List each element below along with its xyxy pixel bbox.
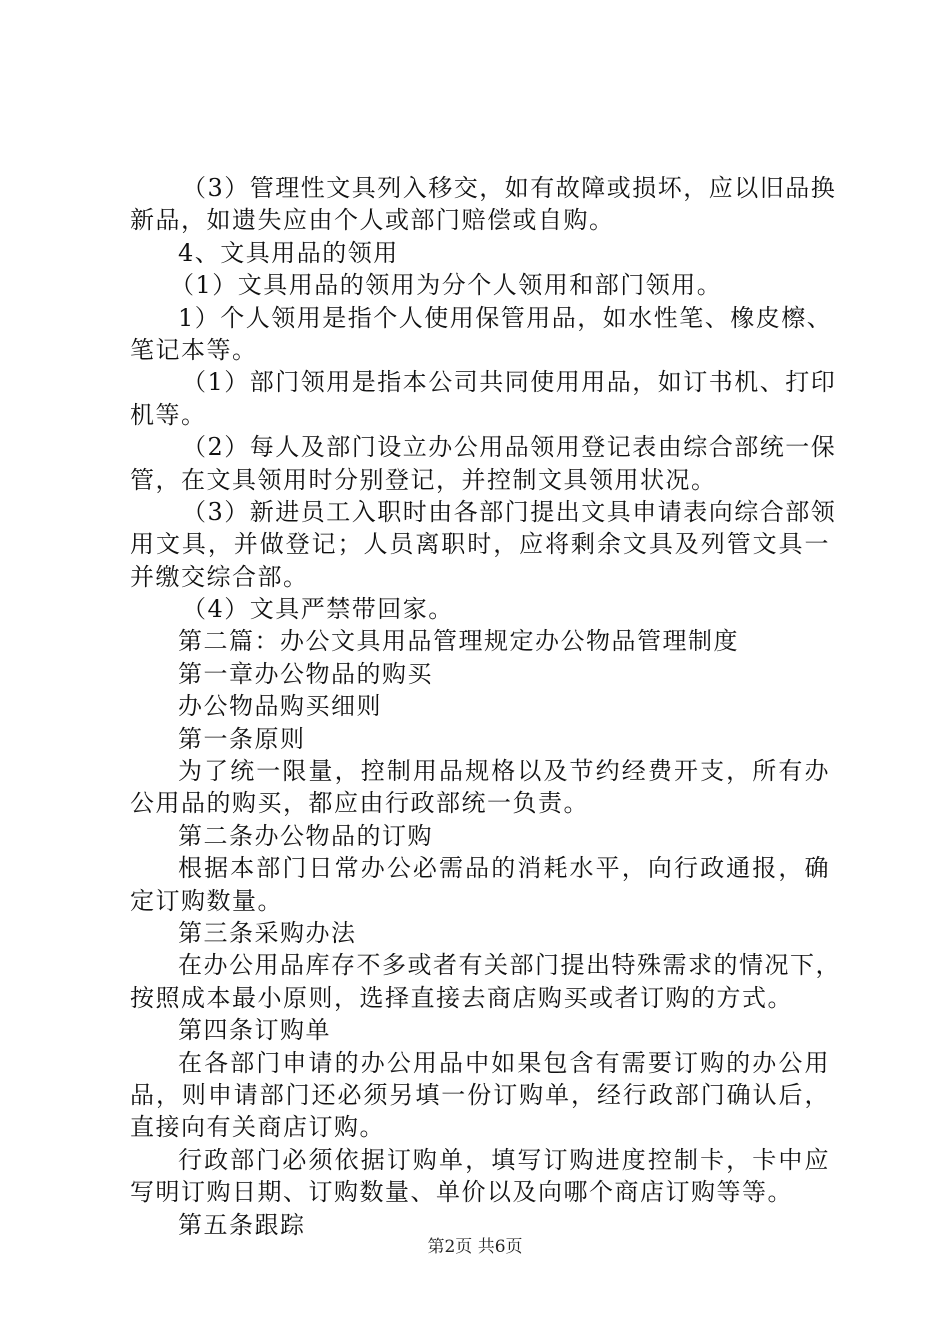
text-line: （4）文具严禁带回家。: [182, 595, 454, 624]
text-line: 第一条原则: [178, 724, 306, 753]
text-line: （1）部门领用是指本公司共同使用用品，如订书机、打印: [182, 368, 837, 397]
text-line: 品，则申请部门还必须另填一份订购单，经行政部门确认后，: [130, 1080, 830, 1109]
text-line: 写明订购日期、订购数量、单价以及向哪个商店订购等等。: [130, 1178, 793, 1207]
text-line: 在办公用品库存不多或者有关部门提出特殊需求的情况下，: [178, 951, 841, 980]
text-line: 第二篇：办公文具用品管理规定办公物品管理制度: [178, 627, 739, 656]
text-line: （2）每人及部门设立办公用品领用登记表由综合部统一保: [182, 433, 837, 462]
page-footer: 第2页 共6页: [427, 1237, 523, 1257]
text-line: 管，在文具领用时分别登记，并控制文具领用状况。: [130, 465, 717, 494]
text-line: 为了统一限量，控制用品规格以及节约经费开支，所有办: [178, 757, 830, 786]
text-line: （1）文具用品的领用为分个人领用和部门领用。: [170, 271, 723, 300]
text-line: 笔记本等。: [130, 335, 258, 364]
text-line: 4、文具用品的领用: [178, 238, 399, 267]
text-line: 定订购数量。: [130, 886, 283, 915]
text-line: 第一章办公物品的购买: [178, 659, 433, 688]
text-line: （3）新进员工入职时由各部门提出文具申请表向综合部领: [182, 497, 837, 526]
text-line: 机等。: [130, 400, 207, 429]
text-line: 按照成本最小原则，选择直接去商店购买或者订购的方式。: [130, 983, 793, 1012]
text-line: 公用品的购买，都应由行政部统一负责。: [130, 789, 589, 818]
text-line: 并缴交综合部。: [130, 562, 309, 591]
text-line: 行政部门必须依据订购单，填写订购进度控制卡，卡中应: [178, 1145, 830, 1174]
text-line: 在各部门申请的办公用品中如果包含有需要订购的办公用: [178, 1048, 830, 1077]
document-body: [130, 172, 841, 1241]
text-line: 直接向有关商店订购。: [130, 1113, 385, 1142]
text-line: 第五条跟踪: [178, 1210, 306, 1239]
text-line: 办公物品购买细则: [178, 692, 382, 721]
text-line: 根据本部门日常办公必需品的消耗水平，向行政通报，确: [178, 854, 830, 883]
text-line: （3）管理性文具列入移交，如有故障或损坏，应以旧品换: [182, 174, 837, 202]
text-line: 新品，如遗失应由个人或部门赔偿或自购。: [130, 206, 615, 235]
text-line: 第二条办公物品的订购: [178, 821, 433, 850]
text-line: 1）个人领用是指个人使用保管用品，如水性笔、橡皮檫、: [178, 303, 833, 332]
text-line: 第三条采购办法: [178, 918, 357, 947]
text-line: 用文具，并做登记；人员离职时，应将剩余文具及列管文具一: [130, 530, 830, 559]
text-line: 第四条订购单: [178, 1016, 331, 1045]
